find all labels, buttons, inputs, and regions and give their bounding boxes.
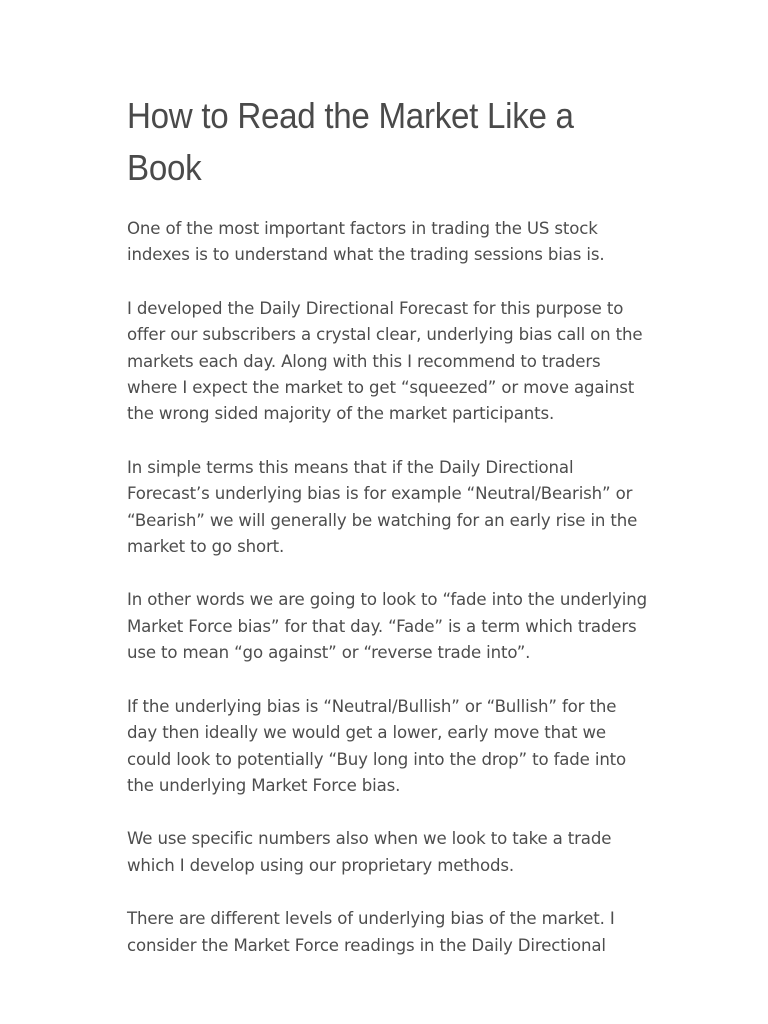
article-paragraph: There are different levels of underlying bias of the market. I consider the Market Force readings in the Daily Directional	[127, 909, 615, 955]
article-paragraph: I developed the Daily Directional Forecast for this purpose to offer our subscribers a crystal clear, underlying bias call on the markets each day. Along with this I recommend to traders where I expect the market to get “squeezed” or move against the wrong sided majority of the market participants.	[127, 298, 643, 424]
article-paragraph: We use specific numbers also when we look to take a trade which I develop using our proprietary methods.	[127, 829, 612, 875]
article-paragraph: In simple terms this means that if the Daily Directional Forecast’s underlying bias is for example “Neutral/Bearish” or “Bearish” we will generally be watching for an early rise in the market to go short.	[127, 457, 638, 557]
article	[127, 90, 647, 986]
article-title: How to Read the Market Like a Book	[127, 95, 574, 188]
article-paragraph: In other words we are going to look to “fade into the underlying Market Force bias” for that day. “Fade” is a term which traders use to mean “go against” or “reverse trade into”.	[127, 590, 648, 663]
article-paragraph: One of the most important factors in trading the US stock indexes is to understand what the trading sessions bias is.	[127, 219, 605, 265]
article-paragraph: If the underlying bias is “Neutral/Bullish” or “Bullish” for the day then ideally we would get a lower, early move that we could look to potentially “Buy long into the drop” to fade into the underlying Market Force bias.	[127, 696, 627, 795]
